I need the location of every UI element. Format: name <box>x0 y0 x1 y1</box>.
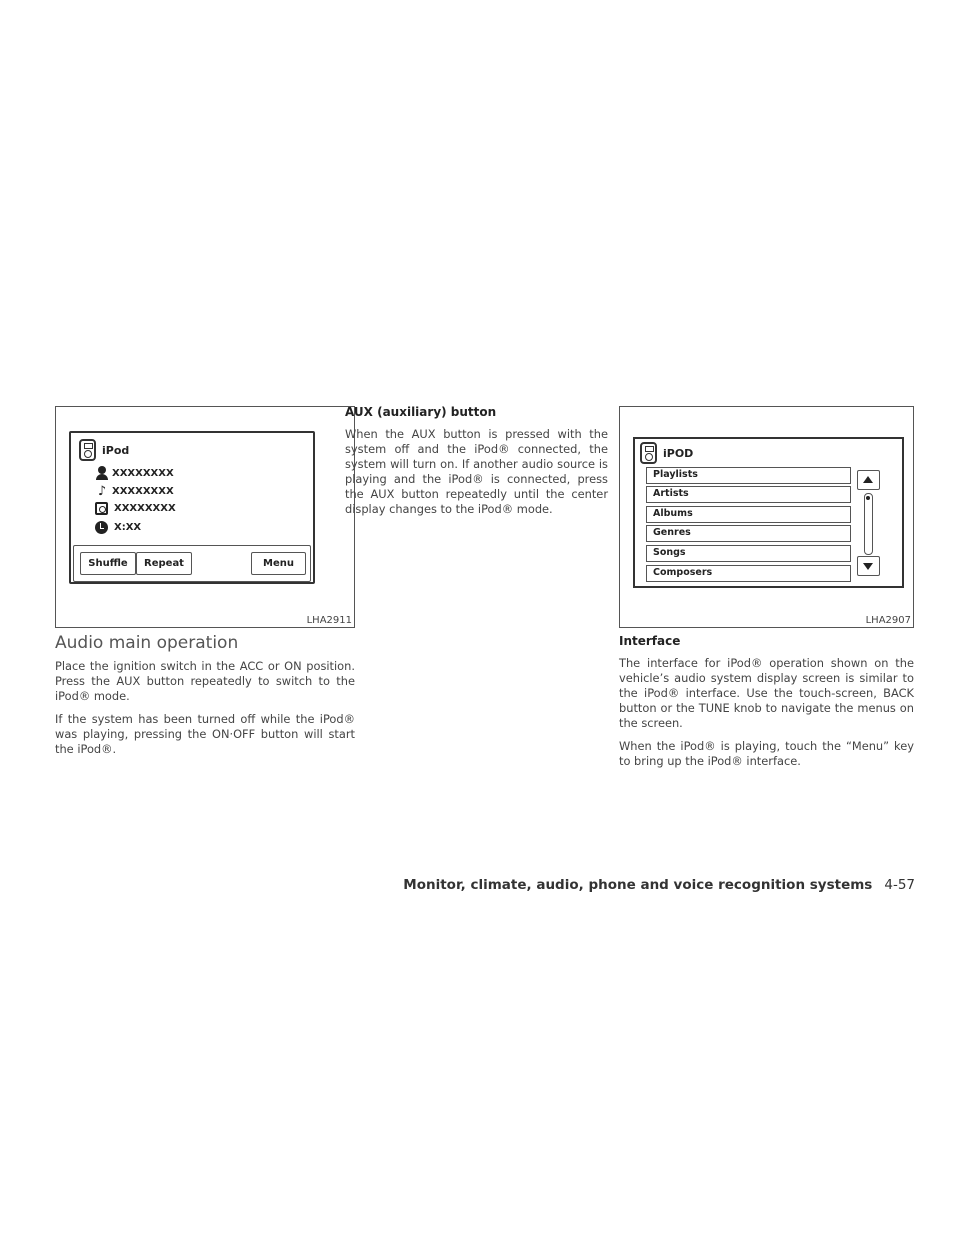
ipod-icon <box>640 442 657 464</box>
section-title-interface: Interface <box>619 634 681 648</box>
page-number: 4-57 <box>884 877 915 893</box>
footer-title: Monitor, climate, audio, phone and voice recognition systems <box>403 877 873 893</box>
repeat-button[interactable]: Repeat <box>136 552 192 575</box>
paragraph: When the AUX button is pressed with the system off and the iPod® connected, the system will turn on. If another audio source is playing and the iPod® is connected, press the AUX button repeatedly until the center display changes to the iPod® mode. <box>345 427 608 516</box>
paragraph: Place the ignition switch in the ACC or ON position. Press the AUX button repeatedly to switch to the iPod® mode. <box>55 659 355 703</box>
paragraph: When the iPod® is playing, touch the “Menu” key to bring up the iPod® interface. <box>619 739 914 768</box>
menu-item-songs[interactable]: Songs <box>646 545 851 562</box>
ipod-interface-screen <box>633 437 904 588</box>
section-title-aux-button: AUX (auxiliary) button <box>345 405 497 419</box>
figure-ipod-interface <box>619 406 914 628</box>
scroll-down-button[interactable] <box>857 556 880 576</box>
paragraph: The interface for iPod® operation shown on the vehicle’s audio system display screen is similar to the iPod® interface. Use the touch-screen, BACK button or the TUNE knob to navigate the menus on the screen. <box>619 656 914 730</box>
scrollbar[interactable] <box>864 493 873 555</box>
screen-header <box>640 442 693 464</box>
album-text: XXXXXXXX <box>114 503 176 514</box>
time-text: X:XX <box>114 522 142 533</box>
song-text: XXXXXXXX <box>112 485 174 497</box>
time-row <box>95 521 141 534</box>
paragraph: If the system has been turned off while the iPod® was playing, pressing the ON·OFF button will start the iPod®. <box>55 712 355 756</box>
scrollbar-thumb[interactable] <box>866 496 870 500</box>
figure-code: LHA2911 <box>306 615 352 626</box>
screen-title: iPOD <box>663 446 694 460</box>
menu-item-artists[interactable]: Artists <box>646 486 851 503</box>
page-footer <box>403 877 915 893</box>
screen-header <box>79 439 129 461</box>
figure-code: LHA2907 <box>865 615 911 626</box>
button-bar <box>73 545 311 582</box>
screen-title: iPod <box>102 443 130 457</box>
person-icon <box>95 466 109 480</box>
menu-button[interactable]: Menu <box>251 552 306 575</box>
menu-item-playlists[interactable]: Playlists <box>646 467 851 484</box>
artist-text: XXXXXXXX <box>112 467 174 479</box>
album-row <box>95 502 176 515</box>
menu-item-composers[interactable]: Composers <box>646 565 851 582</box>
album-icon <box>95 502 108 515</box>
artist-row <box>95 466 174 480</box>
ipod-icon <box>79 439 96 461</box>
section-title-audio-main-operation: Audio main operation <box>55 633 239 653</box>
shuffle-button[interactable]: Shuffle <box>80 552 136 575</box>
clock-icon <box>95 521 108 534</box>
scroll-up-button[interactable] <box>857 470 880 490</box>
menu-item-genres[interactable]: Genres <box>646 525 851 542</box>
music-note-icon: ♪ <box>97 483 107 499</box>
menu-item-albums[interactable]: Albums <box>646 506 851 523</box>
figure-ipod-main-screen <box>55 406 355 628</box>
ipod-main-screen <box>69 431 315 584</box>
song-row <box>95 484 174 498</box>
